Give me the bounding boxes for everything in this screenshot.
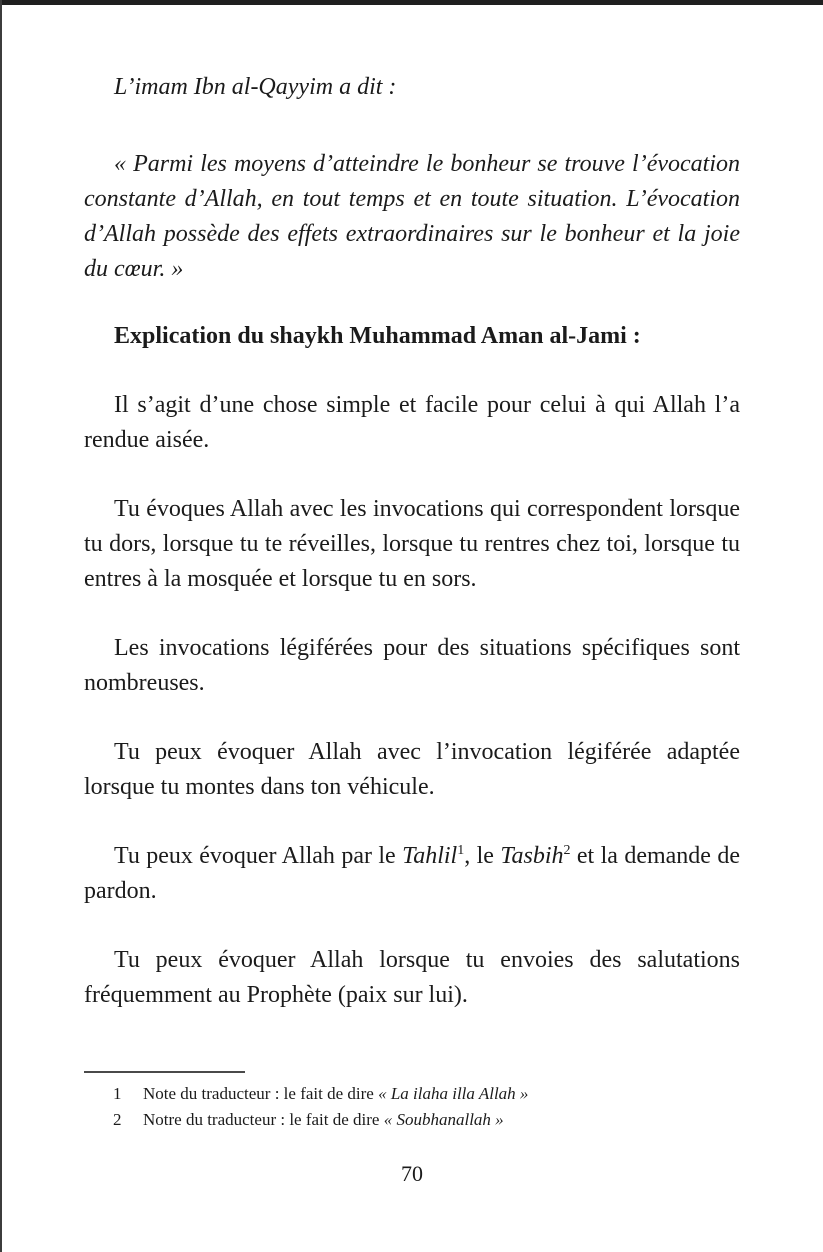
page-left-border (0, 0, 2, 1252)
term-tasbih: Tasbih (500, 843, 564, 869)
footnote-term: « La ilaha illa Allah » (378, 1084, 529, 1103)
page-content (84, 0, 740, 1189)
paragraph: Les invocations légiférées pour des situations spécifiques sont nombreuses. (84, 635, 740, 696)
footnote-prefix: Notre du traducteur : le fait de dire (143, 1110, 384, 1129)
footnote-ref-2: 2 (563, 843, 571, 858)
footnote-prefix: Note du traducteur : le fait de dire (143, 1084, 379, 1103)
footnote-term: « Soubhanallah » (383, 1110, 504, 1129)
term-tahlil: Tahlil (402, 843, 458, 869)
paragraph-text: et la demande de pardon. (84, 843, 740, 904)
footnote (84, 1107, 740, 1133)
section-heading: Explication du shaykh Muhammad Aman al-Jami : (114, 323, 641, 349)
footnotes-block (84, 1081, 740, 1133)
footnote-number: 2 (113, 1110, 122, 1129)
footnote-separator (84, 1071, 245, 1073)
footnote-text (143, 1107, 740, 1133)
paragraph: Tu peux évoquer Allah avec l’invocation légiférée adaptée lorsque tu montes dans ton véhicule. (84, 739, 740, 800)
footnote-ref-1: 1 (457, 843, 465, 858)
paragraph-text: , le (464, 843, 501, 869)
quote-paragraph: « Parmi les moyens d’atteindre le bonheur se trouve l’évocation constante d’Allah, en tout temps et en toute situation. L’évocation d’Allah possède des effets extraordinaires sur le bonheur et la joie du cœur. » (84, 151, 740, 282)
quote-attribution: L’imam Ibn al-Qayyim a dit : (114, 74, 397, 100)
footnote-text (143, 1081, 740, 1107)
footnote-number: 1 (113, 1084, 122, 1103)
paragraph: Tu évoques Allah avec les invocations qui correspondent lorsque tu dors, lorsque tu te réveilles, lorsque tu rentres chez toi, lorsque tu entres à la mosquée et lorsque tu en sors. (84, 496, 740, 592)
paragraph: Il s’agit d’une chose simple et facile pour celui à qui Allah l’a rendue aisée. (84, 392, 740, 453)
paragraph: Tu peux évoquer Allah lorsque tu envoies des salutations fréquemment au Prophète (paix sur lui). (84, 947, 740, 1008)
paragraph-with-terms (84, 839, 740, 909)
paragraph-text: Tu peux évoquer Allah par le (114, 843, 403, 869)
page-number: 70 (401, 1161, 423, 1186)
footnote (84, 1081, 740, 1107)
